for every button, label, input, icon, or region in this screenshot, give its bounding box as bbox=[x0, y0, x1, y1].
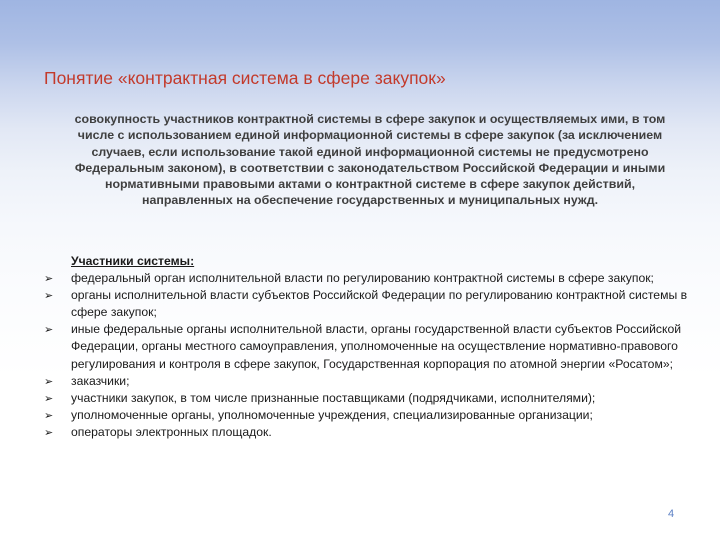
list-item-text: заказчики; bbox=[71, 373, 130, 388]
list-item bbox=[44, 424, 694, 441]
list-item bbox=[44, 287, 694, 321]
definition-text: совокупность участников контрактной системы в сфере закупок и осуществляемых ими, в том числе с использованием единой информационной системы в сфере закупок (за исключением случаев, если использование такой единой информационной системы не предусмотрено Федеральным законом), в соответствии с законодательством Российской Федерации и иными нормативными правовыми актами о контрактной системе в сфере закупок действий, направленных на обеспечение государственных и муниципальных нужд. bbox=[74, 112, 666, 208]
arrowhead-bullet-icon: ➢ bbox=[44, 323, 54, 337]
arrowhead-bullet-icon: ➢ bbox=[44, 425, 54, 439]
arrowhead-bullet-icon: ➢ bbox=[44, 272, 54, 286]
list-item bbox=[44, 321, 694, 372]
list-item bbox=[44, 373, 694, 390]
arrowhead-bullet-icon: ➢ bbox=[44, 408, 54, 422]
list-item bbox=[44, 270, 694, 287]
list-item-text: уполномоченные органы, уполномоченные учреждения, специализированные организации; bbox=[71, 407, 593, 422]
slide-title: Понятие «контрактная система в сфере закупок» bbox=[44, 68, 446, 88]
list-item-text: операторы электронных площадок. bbox=[71, 424, 272, 439]
list-item bbox=[44, 407, 694, 424]
participants-section bbox=[44, 253, 694, 441]
page-number: 4 bbox=[668, 508, 675, 520]
arrowhead-bullet-icon: ➢ bbox=[44, 391, 54, 405]
list-item bbox=[44, 390, 694, 407]
list-item-text: иные федеральные органы исполнительной власти, органы государственной власти субъектов Российской Федерации, органы местного самоуправления, уполномоченные на осуществление нормативно-правового регулирования и контроля в сфере закупок, Государственная корпорация по атомной энергии «Росатом»; bbox=[71, 322, 682, 371]
arrowhead-bullet-icon: ➢ bbox=[44, 289, 54, 303]
arrowhead-bullet-icon: ➢ bbox=[44, 374, 54, 388]
participants-heading: Участники системы: bbox=[71, 254, 195, 268]
list-item-text: участники закупок, в том числе признанные поставщиками (подрядчиками, исполнителями); bbox=[71, 390, 596, 405]
list-item-text: федеральный орган исполнительной власти по регулированию контрактной системы в сфере закупок; bbox=[71, 271, 654, 286]
participants-list bbox=[44, 270, 694, 441]
list-item-text: органы исполнительной власти субъектов Российской Федерации по регулированию контрактной системы в сфере закупок; bbox=[71, 288, 688, 320]
